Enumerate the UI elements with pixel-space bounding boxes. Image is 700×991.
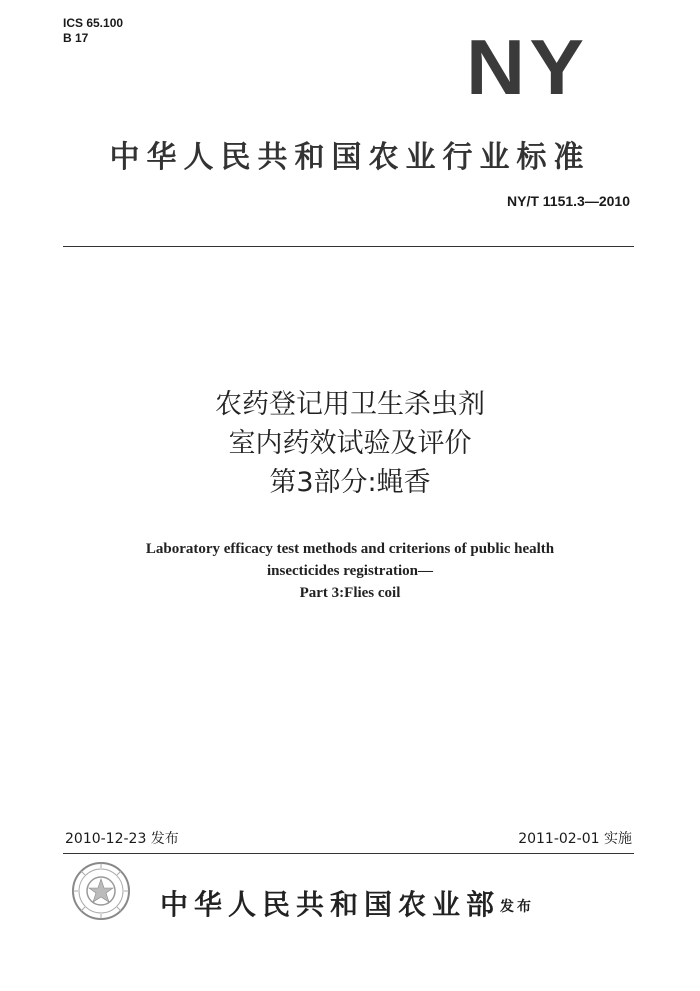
ics-code: ICS 65.100 bbox=[63, 16, 124, 30]
issue-date: 2010-12-23 发布 bbox=[65, 831, 179, 847]
publish-label: 发布 bbox=[500, 899, 534, 915]
english-title-line-1: Laboratory efficacy test methods and criterions of public health bbox=[145, 541, 555, 557]
class-code: B 17 bbox=[63, 31, 89, 45]
chinese-title-line-1: 农药登记用卫生杀虫剂 bbox=[215, 389, 485, 420]
top-divider bbox=[63, 246, 634, 247]
english-title-line-2: insecticides registration— bbox=[267, 563, 433, 579]
implementation-date: 2011-02-01 实施 bbox=[518, 831, 632, 847]
issuing-ministry: 中华人民共和国农业部 bbox=[160, 888, 501, 921]
bottom-divider bbox=[63, 853, 634, 854]
ministry-seal-icon bbox=[70, 860, 132, 926]
english-title bbox=[0, 538, 700, 604]
chinese-title-line-2: 室内药效试验及评价 bbox=[228, 428, 472, 459]
english-title-line-3: Part 3:Flies coil bbox=[299, 585, 401, 601]
ny-logo: NY bbox=[466, 23, 589, 111]
classification-block bbox=[63, 16, 123, 46]
standard-number: NY/T 1151.3—2010 bbox=[507, 193, 630, 209]
chinese-title bbox=[0, 385, 700, 502]
chinese-title-line-3: 第3部分:蝇香 bbox=[269, 467, 431, 498]
standard-title: 中华人民共和国农业行业标准 bbox=[109, 140, 591, 175]
